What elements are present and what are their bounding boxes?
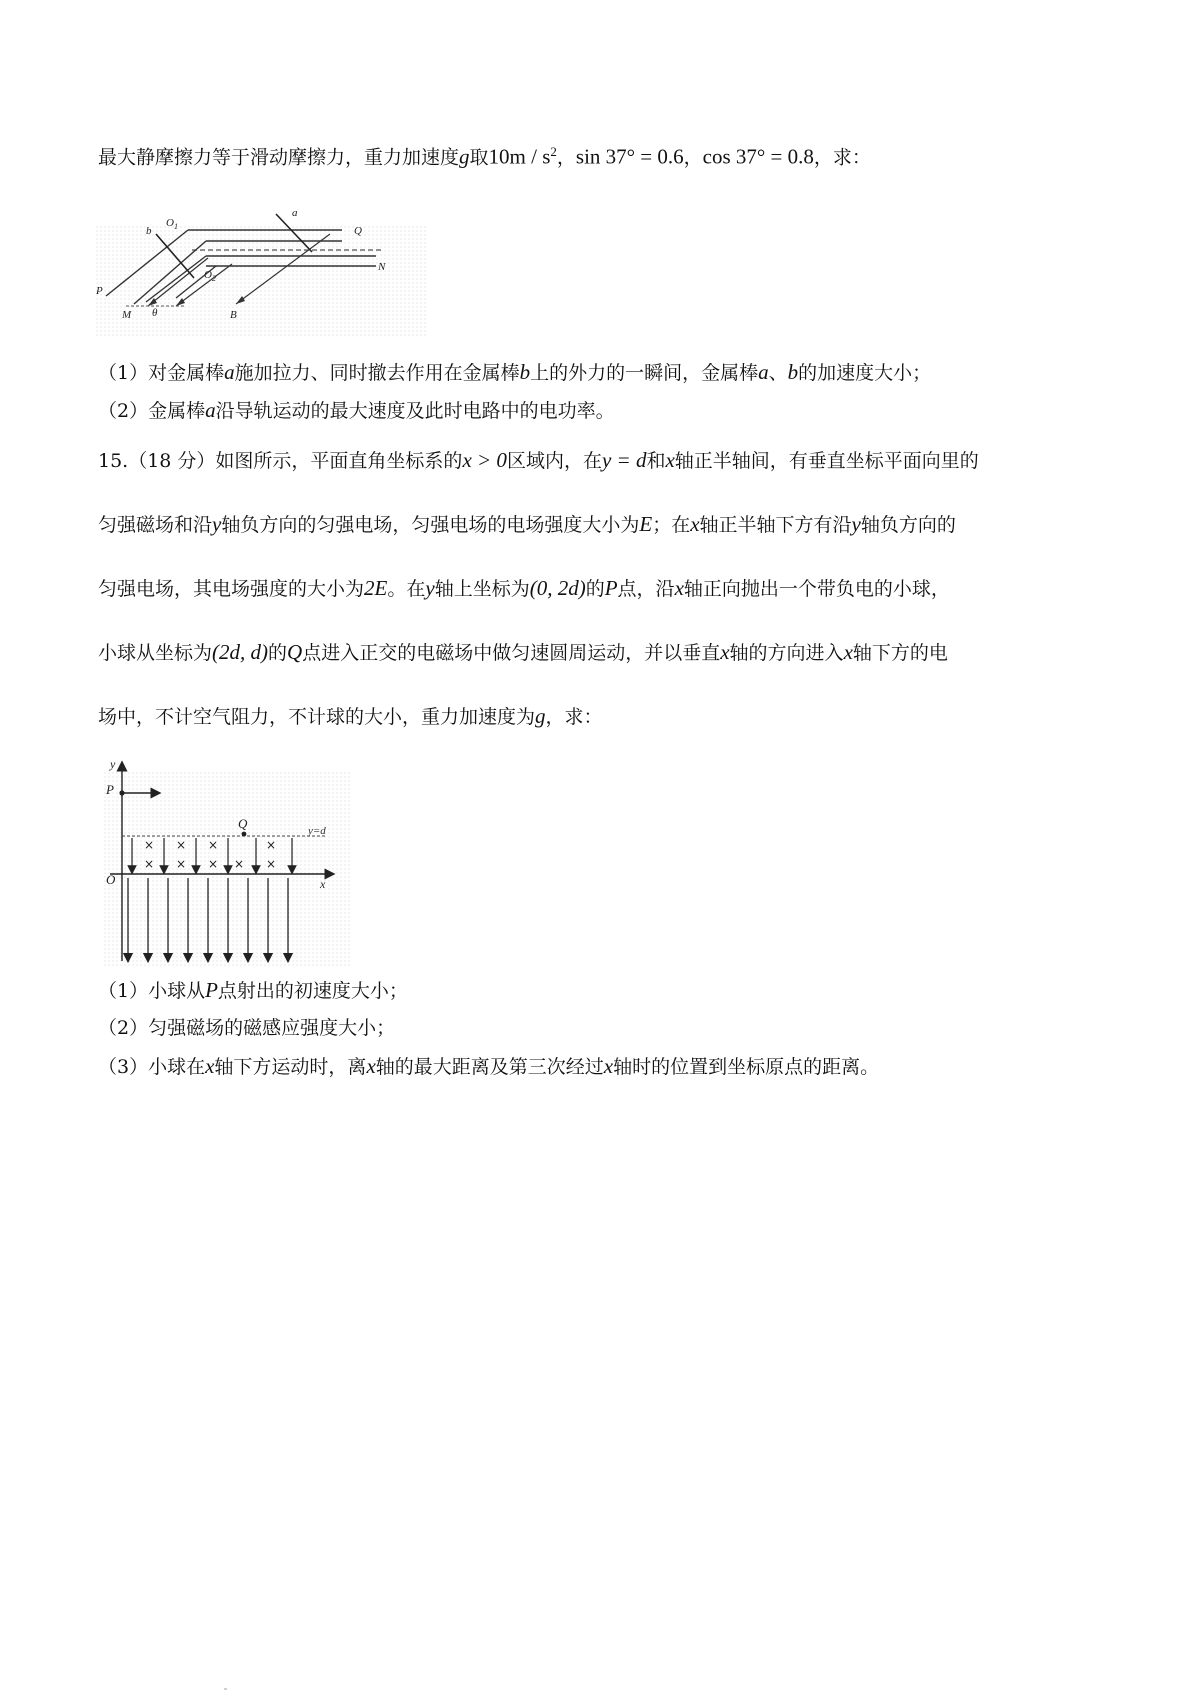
var-x: x [205,1054,215,1078]
text-segment: 轴上坐标为 [434,578,530,600]
text-segment: 、 [768,362,788,384]
gravity-value: 10m / s [488,144,551,169]
var-x: x [674,576,684,600]
text-segment: 轴正半轴间，有垂直坐标平面向里的 [674,450,979,472]
text-segment: 轴负方向的 [860,514,956,536]
text-segment: 点射出的初速度大小； [217,980,408,1002]
cross-mark: × [176,838,187,852]
text-segment: 场中，不计空气阻力，不计球的大小，重力加速度为 [98,706,536,728]
point-q [242,832,247,837]
var-b: b [787,360,799,384]
var-a: a [758,360,769,384]
text-segment: ， [556,146,576,169]
problem15-line-1 [98,446,979,475]
text-segment: ， [683,146,703,169]
text-segment: 匀强电场，其电场强度的大小为 [98,578,365,600]
text-segment: 沿导轨运动的最大速度及此时电路中的电功率。 [215,400,615,422]
problem15-question-2 [98,1014,395,1042]
text-segment: 小球从坐标为 [98,642,213,664]
text-segment: 轴的最大距离及第三次经过 [375,1056,604,1078]
problem15-line-3 [98,574,950,603]
text-segment: ，求： [545,706,603,728]
var-q: Q [287,640,303,664]
text-segment: 的 [268,642,288,664]
text-segment: 区域内，在 [506,450,602,472]
label-p: P [96,285,103,297]
problem15-line-2 [98,510,956,539]
text-segment: 15.（18 分）如图所示，平面直角坐标系的 [98,450,463,472]
page-mark [224,1688,227,1690]
math-x-gt-0: x > 0 [462,448,507,472]
label-origin: O [106,872,116,887]
dotted-background [104,772,350,966]
label-n: N [378,261,386,273]
label-o2: $O_2$ [204,269,216,283]
text-segment: 的 [585,578,605,600]
label-y-equals-d: y=d [308,825,326,837]
var-x: x [690,512,700,536]
cross-mark: × [266,857,277,871]
text-segment: （1）对金属棒 [98,362,225,384]
field-figure [96,756,350,966]
text-segment: 轴负方向的匀强电场，匀强电场的电场强度大小为 [221,514,640,536]
math-y-eq-d: y = d [601,448,647,472]
var-x: x [665,448,675,472]
rails-diagram [96,206,426,336]
var-p: P [205,978,218,1002]
problem14-question-1 [98,358,931,387]
var-y: y [212,512,222,536]
label-o1: $O_1$ [166,217,178,231]
cross-mark: × [234,857,245,871]
cross-mark: × [208,857,219,871]
text-segment: 。在 [387,578,426,600]
var-a: a [205,398,216,422]
text-segment: 轴正向抛出一个带负电的小球， [683,578,950,600]
cross-mark: × [266,838,277,852]
dotted-background [96,226,426,336]
text-segment: （2）金属棒 [98,400,206,422]
label-m: M [122,309,132,321]
var-x: x [720,640,730,664]
var-b: b [519,360,531,384]
var-2e: 2E [364,576,388,600]
text-segment: ；在 [652,514,691,536]
var-x: x [603,1054,614,1078]
problem14-question-2 [98,396,615,425]
problem15-question-1 [98,976,408,1005]
var-g: g [459,144,470,169]
label-p: P [106,782,114,797]
cos-value: cos 37° = 0.8 [702,144,814,169]
text-segment: 轴下方运动时，离 [214,1056,367,1078]
var-e: E [639,512,653,536]
label-b-field: B [230,309,237,321]
label-y-axis: y [110,757,116,771]
exponent: 2 [550,144,557,159]
cross-mark: × [144,857,155,871]
var-x: x [366,1054,376,1078]
coord-q: (2d, d) [212,640,269,664]
text-segment: 的加速度大小； [798,362,932,384]
text-segment: 点，沿 [617,578,675,600]
label-x-axis: x [320,877,326,891]
text-segment: 轴的方向进入 [729,642,844,664]
text-segment: ，求： [813,146,871,169]
var-x: x [843,640,853,664]
var-a: a [224,360,235,384]
text-segment: 轴正半轴下方有沿 [699,514,852,536]
text-segment: 轴下方的电 [852,642,948,664]
text-segment: （3）小球在 [98,1056,206,1078]
text-segment: 施加拉力、同时撤去作用在金属棒 [234,362,520,384]
text-segment: 取 [469,146,489,169]
text-segment: （1）小球从 [98,980,206,1002]
label-a: a [292,207,298,219]
problem15-line-5 [98,702,603,731]
text-segment: （2）匀强磁场的磁感应强度大小； [98,1017,396,1039]
label-q: Q [238,816,248,831]
label-b: b [146,225,152,237]
problem15-question-3 [98,1052,879,1081]
text-segment: 和 [646,450,666,472]
var-p: P [604,576,618,600]
text-segment: 点进入正交的电磁场中做匀速圆周运动，并以垂直 [302,642,721,664]
sin-value: sin 37° = 0.6 [575,144,684,169]
text-segment: 上的外力的一瞬间，金属棒 [530,362,759,384]
label-q: Q [354,225,362,237]
problem14-conditions-line [98,138,871,171]
coord-p: (0, 2d) [529,576,586,600]
var-y: y [851,512,861,536]
var-g: g [535,704,546,728]
cross-mark: × [176,857,187,871]
cross-mark: × [208,838,219,852]
rails-figure [96,206,426,336]
text-segment: 匀强磁场和沿 [98,514,213,536]
text-segment: 最大静摩擦力等于滑动摩擦力，重力加速度 [98,146,460,169]
field-diagram [96,756,350,966]
cross-mark: × [144,838,155,852]
text-segment: 轴时的位置到坐标原点的距离。 [613,1056,880,1078]
problem15-line-4 [98,638,948,667]
var-y: y [425,576,435,600]
label-theta: θ [152,307,158,319]
